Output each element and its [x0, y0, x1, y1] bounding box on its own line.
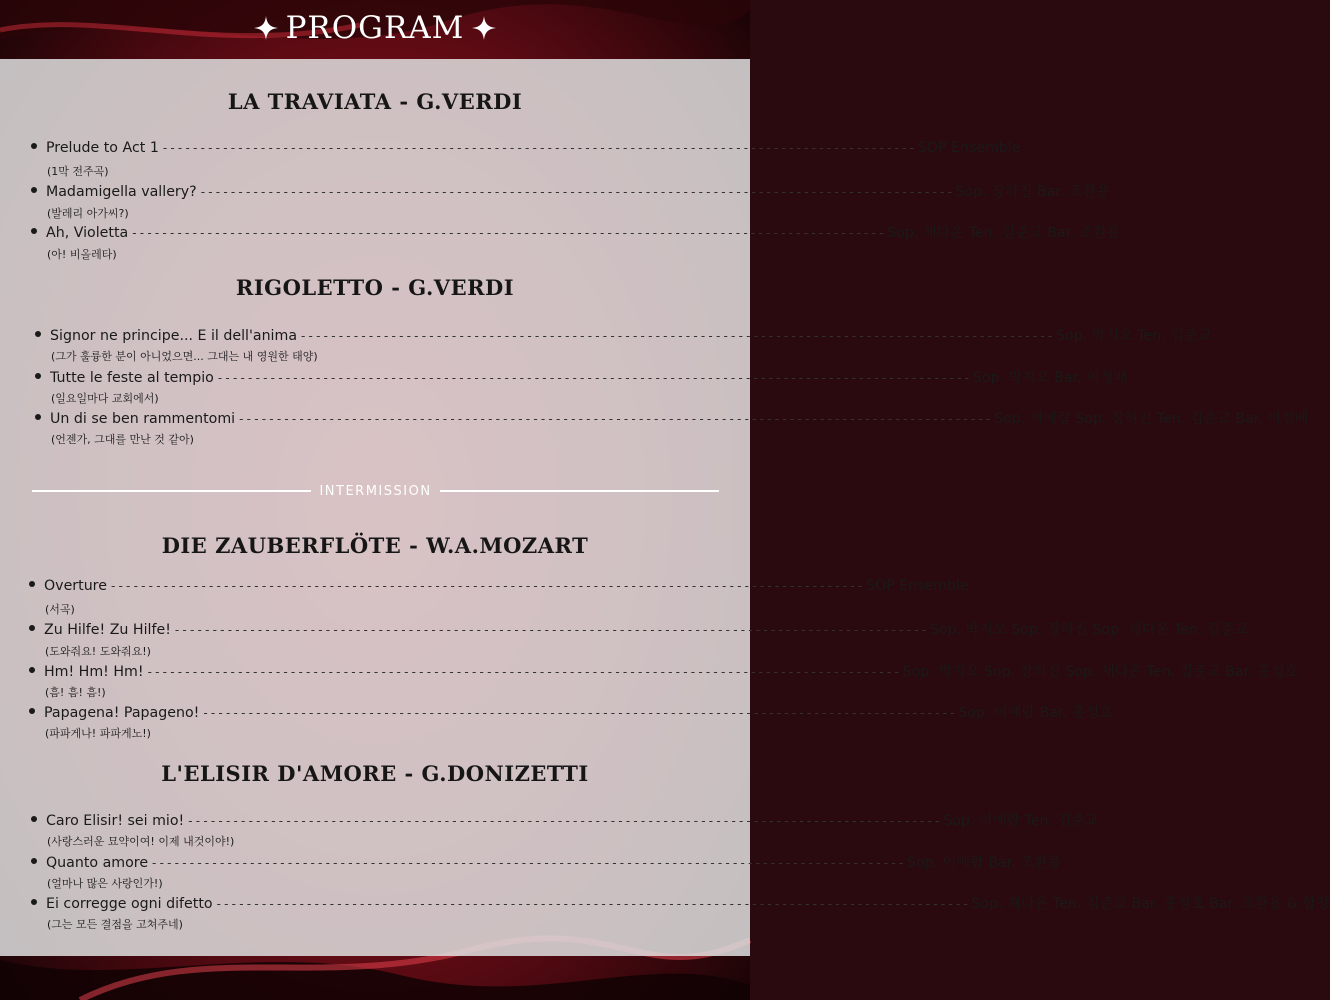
piece-title: Prelude to Act 1 [46, 140, 159, 156]
performers: Sop. 박지오 Bar. 이정배 [972, 370, 1128, 386]
piece-subtitle: (아! 비올레타) [47, 248, 117, 261]
performers: Sop. 이예람 Bar. 홍성호 [958, 705, 1113, 721]
bullet-icon [29, 625, 35, 631]
piece-title: Overture [44, 578, 107, 594]
divider-line [32, 490, 311, 492]
performers: Sop. 박지오 Sop. 장하진 Sop. 채다온 Ten. 김준교 Bar. 홍성호 [902, 664, 1299, 680]
piece-subtitle: (그는 모든 결점을 고쳐주네) [47, 918, 183, 931]
dotted-leader: - - - - - - - - - - - - - - - - - - - - - - - - - - - - - - - - - - - - - - - - - - - - - - - - - - - - - - - - - - - - - - - - - - - - - - - - - - - - - - - - - - - - - - - - - - - - - - - - - - - - [174, 623, 926, 637]
performers: Sop. 이예람 Ten. 김준교 [943, 813, 1099, 829]
piece-subtitle: (서곡) [45, 603, 75, 616]
dotted-leader: - - - - - - - - - - - - - - - - - - - - - - - - - - - - - - - - - - - - - - - - - - - - - - - - - - - - - - - - - - - - - - - - - - - - - - - - - - - - - - - - - - - - - - - - - - - - - - - - - - - - [239, 412, 991, 426]
performers: SOP Ensemble [917, 140, 1021, 156]
dotted-leader: - - - - - - - - - - - - - - - - - - - - - - - - - - - - - - - - - - - - - - - - - - - - - - - - - - - - - - - - - - - - - - - - - - - - - - - - - - - - - - - - - - - - - - - - - - - - - - - - - - - - [162, 141, 914, 155]
program-item [31, 222, 1121, 242]
divider-line [440, 490, 719, 492]
sparkle-icon [472, 16, 496, 40]
dotted-leader: - - - - - - - - - - - - - - - - - - - - - - - - - - - - - - - - - - - - - - - - - - - - - - - - - - - - - - - - - - - - - - - - - - - - - - - - - - - - - - - - - - - - - - - - - - - - - - - - - - - - [110, 579, 862, 593]
sparkle-icon [254, 16, 278, 40]
dotted-leader: - - - - - - - - - - - - - - - - - - - - - - - - - - - - - - - - - - - - - - - - - - - - - - - - - - - - - - - - - - - - - - - - - - - - - - - - - - - - - - - - - - - - - - - - - - - - - - - - - - - - [147, 665, 899, 679]
piece-title: Ei corregge ogni difetto [46, 896, 213, 912]
dotted-leader: - - - - - - - - - - - - - - - - - - - - - - - - - - - - - - - - - - - - - - - - - - - - - - - - - - - - - - - - - - - - - - - - - - - - - - - - - - - - - - - - - - - - - - - - - - - - - - - - - - - - [132, 226, 884, 240]
piece-subtitle: (발레리 아가씨?) [47, 207, 129, 220]
piece-subtitle: (일요일마다 교회에서) [51, 392, 159, 405]
bullet-icon [31, 899, 37, 905]
piece-title: Ah, Violetta [46, 225, 129, 241]
piece-subtitle: (사랑스러운 묘약이여! 이제 내것이야!) [47, 835, 235, 848]
program-item [29, 578, 969, 594]
program-item [35, 325, 1212, 345]
bullet-icon [35, 373, 41, 379]
piece-subtitle: (흠! 흠! 흠!) [45, 686, 106, 699]
piece-title: Un di se ben rammentomi [50, 411, 236, 427]
piece-title: Quanto amore [46, 855, 149, 871]
dotted-leader: - - - - - - - - - - - - - - - - - - - - - - - - - - - - - - - - - - - - - - - - - - - - - - - - - - - - - - - - - - - - - - - - - - - - - - - - - - - - - - - - - - - - - - - - - - - - - - - - - - - - [152, 856, 903, 870]
performers: Sop. 박지오 Sop. 장하진 Sop. 채다온 Ten. 김준교 [929, 622, 1248, 638]
performers: Sop. 박지오 Ten. 김준교 [1055, 328, 1212, 344]
piece-title: Zu Hilfe! Zu Hilfe! [44, 622, 171, 638]
page-title: PROGRAM [285, 10, 465, 46]
program-item [29, 702, 1113, 722]
piece-subtitle: (얼마나 많은 사랑인가!) [47, 877, 163, 890]
performers: Sop. 이예람 Bar. 조환용 [907, 855, 1062, 871]
program-item [31, 852, 1062, 872]
bullet-icon [31, 816, 37, 822]
dotted-leader: - - - - - - - - - - - - - - - - - - - - - - - - - - - - - - - - - - - - - - - - - - - - - - - - - - - - - - - - - - - - - - - - - - - - - - - - - - - - - - - - - - - - - - - - - - - - - - - - - - - - [188, 814, 940, 828]
piece-subtitle: (언젠가, 그대를 만난 것 같아) [51, 433, 194, 446]
program-item [35, 408, 1309, 428]
bullet-icon [29, 708, 35, 714]
performers: Sop. 채다온 Ten. 김준교 Bar. 조환용 [887, 225, 1121, 241]
dotted-leader: - - - - - - - - - - - - - - - - - - - - - - - - - - - - - - - - - - - - - - - - - - - - - - - - - - - - - - - - - - - - - - - - - - - - - - - - - - - - - - - - - - - - - - - - - - - - - - - - - - - - [301, 329, 1052, 343]
piece-title: Hm! Hm! Hm! [44, 664, 144, 680]
piece-title: Tutte le feste al tempio [50, 370, 214, 386]
bullet-icon [29, 667, 35, 673]
piece-subtitle: (1막 전주곡) [47, 165, 109, 178]
piece-title: Caro Elisir! sei mio! [46, 813, 185, 829]
dotted-leader: - - - - - - - - - - - - - - - - - - - - - - - - - - - - - - - - - - - - - - - - - - - - - - - - - - - - - - - - - - - - - - - - - - - - - - - - - - - - - - - - - - - - - - - - - - - - - - - - - - - - [203, 706, 955, 720]
performers: SOP Ensemble [865, 578, 969, 594]
bullet-icon [35, 331, 41, 337]
bullet-icon [29, 581, 35, 587]
bullet-icon [31, 228, 37, 234]
program-item [35, 367, 1128, 387]
program-item [29, 661, 1299, 681]
section-title: LA TRAVIATA - G.VERDI [227, 89, 523, 114]
bullet-icon [31, 858, 37, 864]
performers: Sop. 장하진 Bar. 조환용 [955, 184, 1111, 200]
piece-subtitle: (도와줘요! 도와줘요!) [45, 645, 151, 658]
section-title: RIGOLETTO - G.VERDI [235, 275, 515, 300]
piece-subtitle: (파파게나! 파파게노!) [45, 727, 151, 740]
dotted-leader: - - - - - - - - - - - - - - - - - - - - - - - - - - - - - - - - - - - - - - - - - - - - - - - - - - - - - - - - - - - - - - - - - - - - - - - - - - - - - - - - - - - - - - - - - - - - - - - - - - - - [200, 185, 952, 199]
piece-title: Signor ne principe... E il dell'anima [50, 328, 298, 344]
dotted-leader: - - - - - - - - - - - - - - - - - - - - - - - - - - - - - - - - - - - - - - - - - - - - - - - - - - - - - - - - - - - - - - - - - - - - - - - - - - - - - - - - - - - - - - - - - - - - - - - - - - - - [217, 371, 969, 385]
intermission-divider [32, 481, 719, 501]
page-title-bar [0, 6, 750, 50]
piece-subtitle: (그가 훌륭한 분이 아니었으면... 그대는 내 영원한 태양) [51, 350, 318, 363]
bullet-icon [31, 143, 37, 149]
performers: Sop. 채다온 Ten. 김준교 Bar. 홍성호 Bar. 조환용 & 합창 [971, 896, 1330, 912]
performers: Sop. 이예람 Sop. 장하진 Ten. 김준교 Bar. 이정배 [994, 411, 1309, 427]
section-title: DIE ZAUBERFLÖTE - W.A.MOZART [161, 533, 589, 558]
program-item [31, 181, 1111, 201]
intermission-label: INTERMISSION [319, 483, 432, 499]
bullet-icon [35, 414, 41, 420]
bullet-icon [31, 187, 37, 193]
piece-title: Papagena! Papageno! [44, 705, 200, 721]
program-item [29, 619, 1248, 639]
program-item [31, 810, 1099, 830]
piece-title: Madamigella vallery? [46, 184, 197, 200]
dotted-leader: - - - - - - - - - - - - - - - - - - - - - - - - - - - - - - - - - - - - - - - - - - - - - - - - - - - - - - - - - - - - - - - - - - - - - - - - - - - - - - - - - - - - - - - - - - - - - - - - - - - - [216, 897, 968, 911]
section-title: L'ELISIR D'AMORE - G.DONIZETTI [161, 761, 589, 786]
program-item [31, 893, 1330, 913]
program-item [31, 140, 1021, 156]
